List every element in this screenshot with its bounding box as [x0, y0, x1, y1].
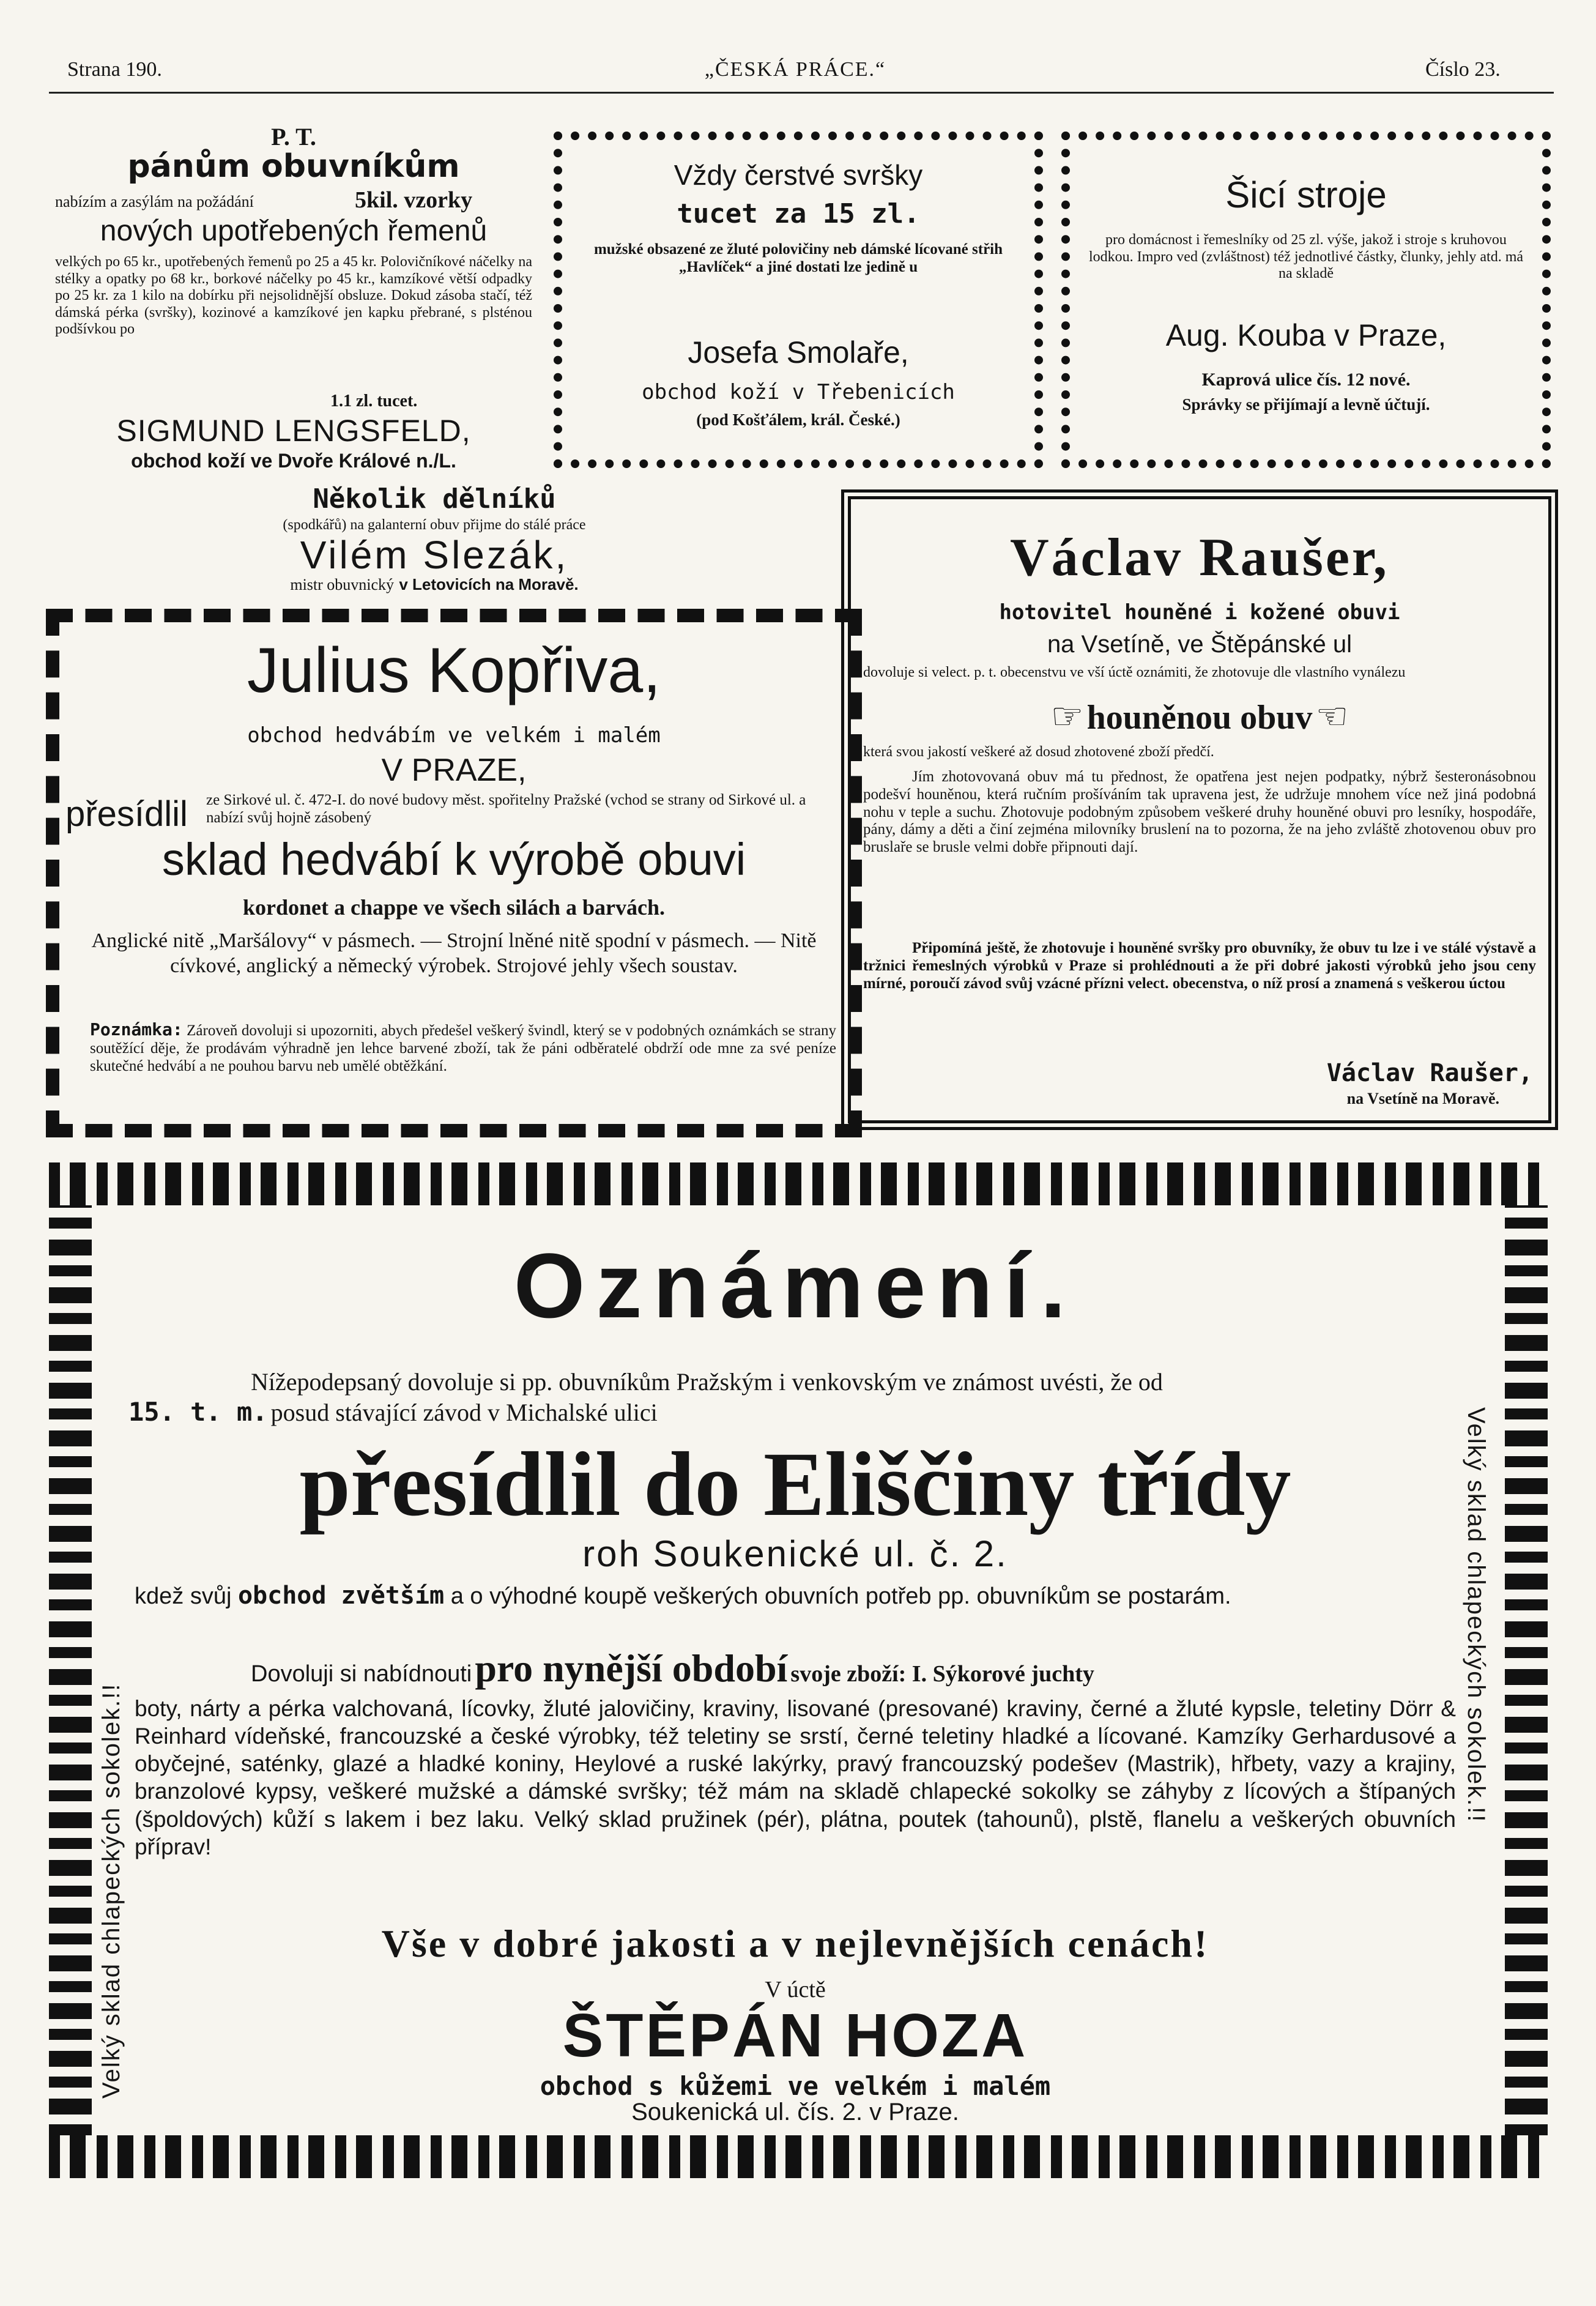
- ad-lengsfeld: [49, 122, 538, 471]
- pointing-hand-right-icon: ☞: [1050, 695, 1084, 738]
- subhead: nových upotřebených řemenů: [100, 215, 488, 247]
- p2: Jím zhotovovaná obuv má tu přednost, že opatřena jest nejen podpatky, nýbrž šesteronásobnou podešví houněnou, která ručním prošíváním tak upravena jest, že udržuje mnohem více než jiná podobná nohu v teple a suchu. Zhotovuje podobným způsobem veškeré druhy houněné obuvi pro lesníky, hospodáře, pány, dámy a děti a činí zejména milovníky bruslení na to pozorna, že na jeho zvláště zhotovenou obuv pro bruslaře se brusle velmi dobře připnouti dají.: [863, 768, 1536, 855]
- shop: obchod s kůžemi ve velkém i malém: [540, 2071, 1051, 2101]
- periodical-title: „ČESKÁ PRÁCE.“: [704, 58, 886, 81]
- side-text-right: Velký sklad chlapeckých sokolek.!!: [1463, 1407, 1490, 1823]
- offer-line: [251, 1646, 1462, 1691]
- line2: tucet za 15 zl.: [677, 198, 920, 229]
- address: Soukenická ul. čís. 2. v Praze.: [631, 2099, 959, 2126]
- name: Aug. Kouba v Praze,: [1165, 318, 1447, 352]
- sub: obchod hedvábím ve velkém i malém: [247, 723, 661, 748]
- name: Julius Kopřiva,: [247, 635, 661, 706]
- ad-slezak: [49, 483, 820, 597]
- moved: přesídlil: [65, 794, 188, 834]
- moved-text: ze Sirkové ul. č. 472-I. do nové budovy měst. spořitelny Pražské (vchod se strany od Sirkové ul. a nabízí svůj hojně zásobený: [206, 792, 806, 826]
- pointing-hand-left-icon: ☜: [1315, 695, 1349, 738]
- line1: nabízím a zasýlám na požádání: [55, 193, 254, 210]
- product-line: [851, 695, 1548, 738]
- offer-b: pro nynější období: [475, 1646, 788, 1690]
- company-name: SIGMUND LENGSFELD,: [116, 414, 471, 448]
- offer-a: Dovoluji si nabídnouti: [251, 1661, 472, 1687]
- shop: obchod koží v Třebenicích: [642, 380, 955, 404]
- respect: V úctě: [765, 1977, 826, 2003]
- name: ŠTĚPÁN HOZA: [562, 2001, 1028, 2070]
- line1-bold: obchod zvětším: [237, 1582, 445, 1610]
- body: velkých po 65 kr., upotřebených řemenů po 25 a 45 kr. Polovičníkové náčelky na stélky a opatky po 68 kr., borkové náčelky po 45 kr., kamzíkové větší odpadky po 25 kr. za 1 kilo na dobírku při nejsolidnější obsluze. Dokud zásoba stačí, též dámská pérka (svršky), kozinové a kamzíkové jen kapku přebrané, s plsténou podšívkou po: [55, 254, 532, 338]
- p1: která svou jakostí veškeré až dosud zhotovené zboží předčí.: [863, 744, 1214, 760]
- ornament-border-left: [49, 1205, 92, 2135]
- name: Josefa Smolaře,: [688, 335, 909, 370]
- moved: přesídlil do Eliščiny třídy: [299, 1434, 1291, 1535]
- product: houněnou obuv: [1086, 699, 1313, 737]
- body: pro domácnost i řemeslníky od 25 zl. výše, jakož i stroje s kruhovou lodkou. Impro ved (zvláštnost) též jednotlivé částky, člunky, jehly atd. má na skladě: [1088, 232, 1524, 282]
- intro-line2: [128, 1397, 658, 1427]
- line1: Vždy čerstvé svršky: [674, 159, 923, 191]
- ad-kopriva: [46, 609, 862, 1137]
- body: Anglické nitě „Maršálovy“ v pásmech. — Strojní lněné nitě spodní v pásmech. — Nitě cívkové, anglický a německý výrobek. Strojové jehly všech soustav.: [91, 929, 817, 978]
- city: V PRAZE,: [381, 753, 527, 788]
- issue-number: Číslo 23.: [1425, 58, 1501, 81]
- head: sklad hedvábí k výrobě obuvi: [161, 834, 746, 885]
- footer: (pod Košťálem, král. České.): [696, 411, 900, 429]
- ad-rauser: [841, 489, 1558, 1130]
- signature-place: na Vsetíně na Moravě.: [1346, 1090, 1499, 1107]
- note-text: Zároveň dovoluji si upozorniti, abych předešel veškerý švindl, který se v podobných oznámkách se strany soutěžící děje, že prodávám výhradně jen lehce barvené zboží, tak že páni odběratelé obdrží ode mne za své peníze skutečné hedvábí a ne pouhou barvu neb umělé obtěžkání.: [90, 1022, 836, 1074]
- line1-rest: a o výhodné koupě veškerých obuvních potřeb pp. obuvníkům se postarám.: [450, 1583, 1231, 1609]
- ad-smolar: [554, 132, 1043, 468]
- address: Kaprová ulice čís. 12 nové.: [1201, 370, 1411, 390]
- offer-c: svoje zboží: I. Sýkorové juchty: [790, 1661, 1094, 1687]
- signature: Václav Raušer,: [1326, 1059, 1533, 1087]
- body: (spodkářů) na galanterní obuv přijme do stálé práce: [283, 517, 586, 533]
- price: 1.1 zl. tucet.: [330, 392, 418, 411]
- name: Vilém Slezák,: [300, 533, 569, 577]
- slogan: Vše v dobré jakosti a v nejlevnějších cenách!: [381, 1922, 1209, 1965]
- ornament-border-bottom: [49, 2135, 1548, 2178]
- page-number: Strana 190.: [67, 58, 162, 81]
- title: Šicí stroje: [1225, 174, 1387, 215]
- side-text-left: Velký sklad chlapeckých sokolek.!!: [98, 1683, 125, 2099]
- intro: dovoluje si velect. p. t. obecenstvu ve vší úctě oznámiti, že zhotovuje dle vlastního vynálezu: [863, 664, 1406, 680]
- ornament-border-right: [1505, 1205, 1548, 2135]
- line1: [135, 1582, 1456, 1610]
- footer-plain: mistr obuvnický: [290, 576, 395, 593]
- place: na Vsetíně, ve Štěpánské ul: [1047, 631, 1353, 658]
- date: 15. t. m.: [128, 1397, 268, 1427]
- header-rule: [49, 92, 1554, 94]
- note: [90, 1020, 836, 1075]
- ad-kouba: [1061, 132, 1551, 468]
- intro: Nížepodepsaný dovoluje si pp. obuvníkům Pražským i venkovským ve známost uvésti, že od: [251, 1368, 1163, 1396]
- ad-hoza: [128, 1224, 1462, 2129]
- sub: hotovitel houněné i kožené obuvi: [999, 600, 1400, 625]
- footer-bold: v Letovicích na Moravě.: [399, 575, 579, 593]
- footer: obchod koží ve Dvoře Králové n./L.: [131, 450, 456, 472]
- sub2: kordonet a chappe ve všech silách a barvách.: [242, 895, 665, 920]
- repairs: Správky se přijímají a levně účtují.: [1182, 395, 1430, 414]
- corner: roh Soukenické ul. č. 2.: [582, 1533, 1008, 1574]
- body: mužské obsazené ze žluté polovičiny neb dámské lícované střih „Havlíček“ a jiné dostati lze jedině u: [593, 241, 1003, 275]
- title: Několik dělníků: [313, 483, 556, 515]
- line1-start: kdež svůj: [135, 1583, 232, 1609]
- footer: [49, 575, 820, 594]
- name: Václav Raušer,: [1010, 528, 1389, 587]
- body: boty, nárty a pérka valchovaná, lícovky, žluté jalovičiny, kraviny, lisované (presované) kraviny, černé a žluté kypsle, teletiny Dörr & Reinhard vídeňské, francouzské a české výrobky, též teletiny se srstí, černé teletiny hladké a lícované. Kamzíky Gerhardusové a obyčejné, saténky, glazé a hladké koniny, Heylové a ruské lakýrky, pravý francouzský podešev (Mastrik), hřbety, vazy a krajiny, branzolové kypsy, veškeré mužské a dámské svršky; též mám na skladě chlapecké sokolky se záhyby z lícových a štípaných (špoldových) kůží s lakem i bez laku. Velký sklad pružinek (pér), plátna, poutek (tahounů), plstě, flanelu a veškerých obuvních příprav!: [135, 1696, 1456, 1859]
- ornament-border-top: [49, 1162, 1548, 1205]
- headline: pánům obuvníkům: [127, 148, 460, 185]
- samples: 5kil. vzorky: [355, 187, 473, 213]
- title: Oznámení.: [513, 1234, 1077, 1337]
- note-label: Poznámka:: [90, 1019, 183, 1040]
- p3: Připomíná ještě, že zhotovuje i houněné svršky pro obuvníky, že obuv tu lze i ve stálé výstavě a tržnici řemeslných výrobků v Praze si prohlédnouti a že při dobré jakosti výrobků jeho jsou ceny mírné, poroučí závod svůj vzácné přízni velect. obecenstva, o níž prosí a znamená s veškerou úctou: [863, 940, 1536, 992]
- salutation: P. T.: [271, 123, 316, 151]
- intro2: posud stávající závod v Michalské ulici: [270, 1399, 658, 1426]
